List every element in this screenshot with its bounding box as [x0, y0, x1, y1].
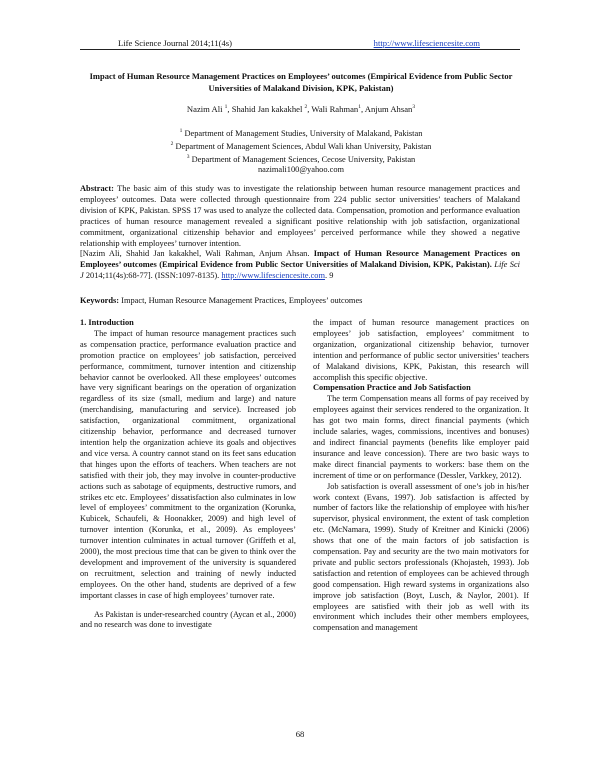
author-name: Shahid Jan kakakhel [231, 104, 303, 114]
affiliation-line: $^3$ Department of Management Sciences, Cecose University, Pakistan [186, 153, 416, 164]
affiliation-line: $^1$ Department of Management Studies, University of Malakand, Pakistan [179, 128, 423, 138]
citation-url-link[interactable]: http://www.lifesciencesite.com [221, 271, 326, 281]
right-column [313, 318, 529, 634]
author-affil-mark: 1 [358, 104, 361, 111]
citation-authors: [Nazim Ali, Shahid Jan kakakhel, Wali Rahman, Anjum Ahsan. [80, 249, 310, 259]
citation-title: Impact of Human Resource Management Practices on Employees’ outcomes (Empirical Evidence from Public Sector Universities of Malakand Division, KPK, Pakistan). [80, 249, 521, 270]
journal-url-link[interactable]: http://www.lifesciencesite.com [373, 38, 480, 48]
paragraph: The impact of human resource management practices such as compensation practice, performance evaluation practice and promotion practice on employees’ job satisfaction, perceived performance, commitment, turnover intention and citizenship behavior cannot be overlooked. All these employees’ outcomes have very significant bearings on the operation of organization regardless of its size (small, medium and large) and nature (merchandising, manufacturing and service). Increased job satisfaction, organizational commitment, organizational citizenship behavior, performance and decreased turnover intention help the organization achieve its goals and objectives and vice versa. A country cannot stand on its feet sans education that hinges upon the efforts of teachers. When teachers are not satisfied with their job, they may involve in counter-productive actions such as sabotage of equipments, destructive rumors, and strikes etc etc. Employees’ dissatisfaction also culminates in low level of employees’ commitment to the organization (Korunka, Kubicek, Schaufeli, & Hoonakker, 2009) and high level of turnover intention (Korunka, et al., 2009). As employees’ turnover intention culminates in actual turnover (Griffeth et al, 2000), the most precious time that can be given to think over the development and improvement of the university is squandered on recruitment, selection and training of newly inducted employees. On the other hand, students are deprived of a few important classes in case of high employees’ turnover rate. [80, 328, 296, 600]
abstract [80, 184, 520, 282]
author-name: Wali Rahman [311, 104, 359, 114]
abstract-text: The basic aim of this study was to investigate the relationship between human resource management practices and employees’ outcomes. Data were collected through questionnaire from 224 public sector universities’ teachers of Malakand division of KPK, Pakistan. SPSS 17 was used to analyze the collected data. Compensation, promotion and performance evaluation practices of human resource management revealed a significant positive relationship with job satisfaction, organizational commitment, organizational citizenship behavior and employees’ perceived performance while they showed a negative relationship with employees’ turnover intention. [80, 184, 520, 248]
citation-end: . 9 [325, 271, 334, 281]
affiliations [76, 126, 526, 175]
abstract-label: Abstract: [80, 184, 114, 193]
page-number: 68 [295, 729, 305, 739]
section-heading-compensation: Compensation Practice and Job Satisfaction [313, 383, 471, 393]
paragraph: As Pakistan is under-researched country (Aycan et al., 2000) and no research was done to investigate [80, 609, 296, 630]
author-affil-mark: 2 [304, 104, 308, 111]
paragraph: the impact of human resource management practices on employees’ job satisfaction, employees’ commitment to organization, organizational citizenship behavior, turnover intention and performance of public sector universities’ teachers of Malakand divisions, KPK, Pakistan, this research will accomplish this specific objective. [313, 318, 529, 382]
paragraph: The term Compensation means all forms of pay received by employees against their services rendered to the organization. It has got two main forms, direct financial payments (which include salaries, wages, commissions, incentives and bonuses) and indirect financial payments (benefits like employer paid insurance and leave concession). There are two basic ways to make direct financial payments to workers: base them on the increment of time or on performance (Dessler, Varkkey, 2012). [313, 394, 529, 480]
affiliation-line: $^2$ Department of Management Sciences, Abdul Wali khan University, Pakistan [170, 140, 432, 151]
header-divider [80, 49, 520, 50]
author-name: Anjum Ahsan [364, 104, 413, 114]
author-affil-mark: 3 [412, 104, 416, 111]
corresponding-email: nazimali100@yahoo.com [257, 165, 345, 175]
citation-details: 2014;11(4s):68-77]. (ISSN:1097-8135). [85, 271, 220, 281]
section-heading-introduction: 1. Introduction [80, 318, 134, 327]
author-name: Nazim Ali [186, 104, 223, 114]
left-column [80, 318, 296, 631]
journal-name: Life Science Journal 2014;11(4s) [118, 38, 232, 48]
citation-journal: Life Sci J [80, 260, 521, 281]
author-affil-mark: 1 [224, 104, 228, 111]
keywords-label: Keywords: [80, 296, 120, 305]
paragraph: Job satisfaction is overall assessment of one’s job in his/her work context (Evans, 1997). Job satisfaction is affected by number of factors like the relationship of employee with his/her supervisor, physical environment, the extent of task completion etc. (McNamara, 1999). Study of Kreitner and Kinicki (2006) shows that one of the main factors of job satisfaction is compensation. Pay and security are the two main motivators for private and public sectors professionals (Khojasteh, 1993). Job satisfaction and retention of employees can be achieved through good compensation. High reward systems in organizations also improve job satisfaction (Boyt, Lusch, & Naylor, 2001). If employees are satisfied with their job as well with its environment which includes their other members employees, compensation and management [313, 481, 529, 633]
keywords [80, 296, 520, 305]
author-list: Nazim Ali $^1$, Shahid Jan kakakhel $^2$, Wali Rahman$^1$, Anjum Ahsan$^3$ [186, 104, 416, 114]
paper-title: Impact of Human Resource Management Practices on Employees’ outcomes (Empirical Evidence from Public Sector Universities of Malakand Division, KPK, Pakistan) [89, 71, 513, 93]
keywords-text: Impact, Human Resource Management Practices, Employees’ outcomes [121, 296, 363, 305]
